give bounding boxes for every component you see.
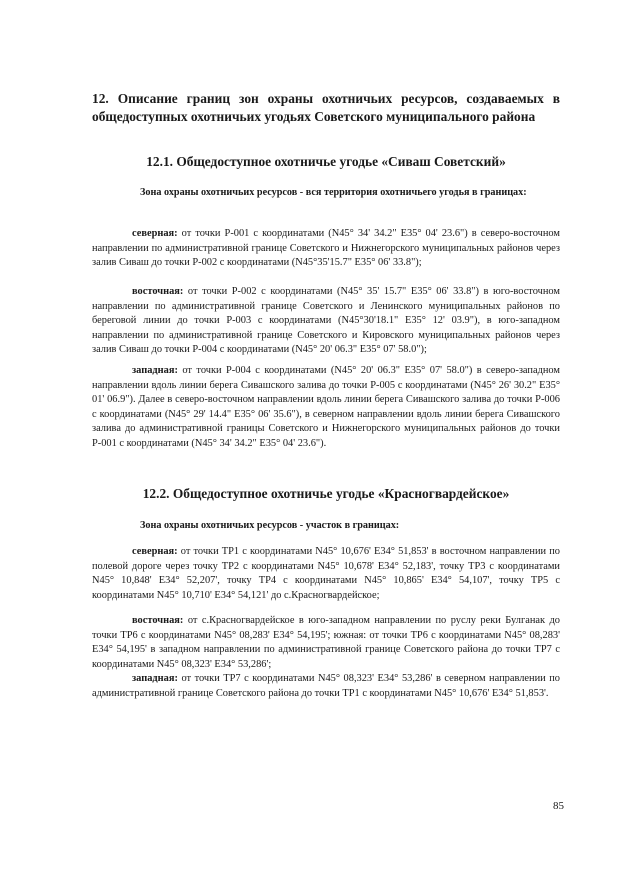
west-text: от точки Р-004 с координатами (N45° 20' 06.3" E35° 07' 58.0") в северо-западном направлении вдоль линии берега Сивашского залива до точки Р-005 с координатами (N45° 26' 30.2" E35° 01' 06.9"). Далее в северо-восточном направлении вдоль линии берега Сивашского залива до точки Р-006 с координатами (N45° 29' 14.4" E35° 06' 35.6"), в северном направлении вдоль линии берега Сивашского залива до административной границы Советского и Нижнегорского муниципальных районов до точки Р-001 с координатами (N45° 34' 34.2" E35° 04' 23.6"). — [92, 365, 560, 449]
north-label: северная: — [132, 546, 178, 557]
ground-1-east-boundary — [92, 285, 560, 358]
ground-1-zone-intro: Зона охраны охотничьих ресурсов - вся территория охотничьего угодья в границах: — [140, 187, 527, 198]
ground-2-zone-intro: Зона охраны охотничьих ресурсов - участок в границах: — [140, 520, 400, 531]
east-text: от точки Р-002 с координатами (N45° 35' 15.7" E35° 06' 33.8") в юго-восточном направлении по административной границе Советского и Ленинского муниципальных районов по береговой линии до точки Р-003 с координатами (N45°30'18.1" E35° 12' 03.9"), в юго-западном направлении по административной границе Советского и Кировского муниципальных районов через залив Сиваш до точки Р-004 с координатами (N45° 20' 06.3" E35° 07' 58.0"); — [92, 286, 560, 356]
ground-1-west-boundary — [92, 364, 560, 452]
page-number: 85 — [553, 800, 564, 812]
section-title: 12. Описание границ зон охраны охотничьих ресурсов, создаваемых в общедоступных охотничьих угодьях Советского муниципального района — [92, 91, 560, 124]
west-label: западная: — [132, 673, 178, 684]
ground-2-west-boundary — [92, 672, 560, 701]
east-label: восточная: — [132, 615, 184, 626]
north-text: от точки Р-001 с координатами (N45° 34' 34.2" E35° 04' 23.6") в северо-восточном направлении по административной границе Советского и Нижнегорского муниципальных районов через залив Сиваш до точки Р-002 с координатами (N45°35'15.7" E35° 06' 33.8"); — [92, 228, 560, 269]
ground-2-title: 12.2. Общедоступное охотничье угодье «Красногвардейское» — [142, 486, 510, 501]
ground-1-title: 12.1. Общедоступное охотничье угодье «Сиваш Советский» — [146, 154, 506, 169]
ground-2-north-boundary — [92, 545, 560, 603]
east-label: восточная: — [132, 286, 184, 297]
east-text: от с.Красногвардейское в юго-западном направлении по руслу реки Булганак до точки ТР6 с координатами N45° 08,283' E34° 54,195'; южная: от точки ТР6 с координатами N45° 08,283' E34° 54,195' в западном направлении по административной границе Советского района до точки ТР7 с координатами N45° 08,323' E34° 53,286'; — [92, 615, 560, 670]
west-text: от точки ТР7 с координатами N45° 08,323' E34° 53,286' в северном направлении по административной границе Советского района до точки ТР1 с координатами N45° 10,676' E34° 51,853'. — [92, 673, 560, 699]
ground-2-east-boundary — [92, 614, 560, 672]
north-label: северная: — [132, 228, 178, 239]
north-text: от точки ТР1 с координатами N45° 10,676' E34° 51,853' в восточном направлении по полевой дороге через точку ТР2 с координатами N45° 10,678' E34° 52,183', точку ТР3 с координатами N45° 10,848' E34° 52,207', точку ТР4 с координатами N45° 10,865' E34° 54,107', точку ТР5 с координатами N45° 10,710' E34° 54,121' до с.Красногвардейское; — [92, 546, 560, 601]
ground-1-north-boundary — [92, 227, 560, 271]
west-label: западная: — [132, 365, 178, 376]
